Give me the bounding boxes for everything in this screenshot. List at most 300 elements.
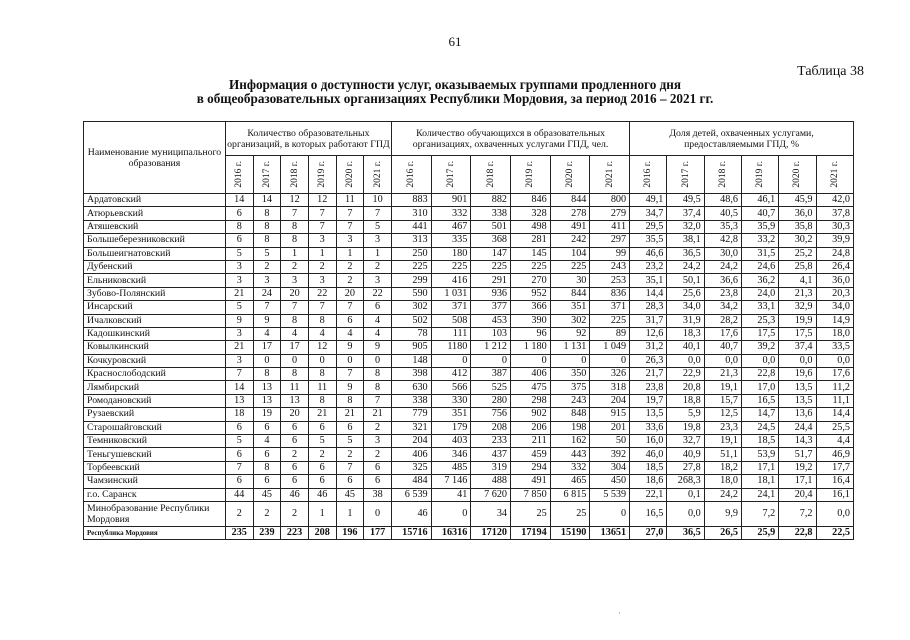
- value-cell: 4,1: [779, 274, 816, 287]
- value-cell: 280: [471, 394, 511, 407]
- value-cell: 844: [550, 194, 590, 207]
- value-cell: 14,4: [630, 287, 667, 300]
- value-cell: 24,4: [779, 421, 816, 434]
- value-cell: 332: [550, 461, 590, 474]
- value-cell: 30,0: [704, 247, 741, 260]
- value-cell: 491: [511, 475, 551, 488]
- year-label: 2017 г.: [261, 161, 272, 188]
- table-row: [84, 234, 854, 247]
- value-cell: 33,2: [741, 234, 778, 247]
- value-cell: 779: [391, 408, 431, 421]
- value-cell: 16,1: [816, 488, 853, 501]
- value-cell: 11: [308, 381, 336, 394]
- value-cell: 12: [281, 194, 309, 207]
- value-cell: 6 815: [550, 488, 590, 501]
- value-cell: 22,9: [667, 368, 704, 381]
- value-cell: 34,0: [667, 301, 704, 314]
- value-cell: 13: [253, 381, 281, 394]
- value-cell: 281: [511, 234, 551, 247]
- value-cell: 882: [471, 194, 511, 207]
- value-cell: 21,3: [779, 287, 816, 300]
- table-row: [84, 475, 854, 488]
- year-label: 2021 г.: [604, 161, 615, 188]
- value-cell: 8: [281, 220, 309, 233]
- value-cell: 2: [281, 501, 309, 526]
- value-cell: 40,7: [741, 207, 778, 220]
- value-cell: 8: [253, 368, 281, 381]
- value-cell: 2: [336, 448, 364, 461]
- municipality-name: Рузаевский: [84, 408, 226, 421]
- value-cell: 1: [281, 247, 309, 260]
- year-label: 2018 г.: [485, 161, 496, 188]
- value-cell: 6: [336, 421, 364, 434]
- municipality-name: Краснослободский: [84, 368, 226, 381]
- value-cell: 5: [225, 301, 253, 314]
- value-cell: 8: [253, 220, 281, 233]
- value-cell: 201: [590, 421, 630, 434]
- value-cell: 5: [364, 220, 392, 233]
- value-cell: 2: [364, 448, 392, 461]
- value-cell: 0,0: [667, 501, 704, 526]
- value-cell: 6: [281, 461, 309, 474]
- value-cell: 902: [511, 408, 551, 421]
- value-cell: 0,0: [816, 354, 853, 367]
- value-cell: 204: [590, 394, 630, 407]
- year-header: [225, 156, 253, 194]
- value-cell: 7: [281, 301, 309, 314]
- value-cell: 8: [281, 234, 309, 247]
- value-cell: 36,5: [667, 526, 704, 539]
- value-cell: 294: [511, 461, 551, 474]
- value-cell: 25,6: [667, 287, 704, 300]
- municipality-name: Торбеевский: [84, 461, 226, 474]
- value-cell: 1 180: [511, 341, 551, 354]
- value-cell: 30: [550, 274, 590, 287]
- value-cell: 6: [253, 475, 281, 488]
- value-cell: 1 131: [550, 341, 590, 354]
- value-cell: 0,0: [779, 354, 816, 367]
- value-cell: 32,9: [779, 301, 816, 314]
- value-cell: 375: [550, 381, 590, 394]
- value-cell: 50,1: [667, 274, 704, 287]
- value-cell: 23,8: [630, 381, 667, 394]
- table-row: [84, 381, 854, 394]
- value-cell: 6: [225, 207, 253, 220]
- year-header: [816, 156, 853, 194]
- value-cell: 21: [364, 408, 392, 421]
- value-cell: 22: [308, 287, 336, 300]
- value-cell: 18,1: [741, 475, 778, 488]
- value-cell: 26,4: [816, 260, 853, 273]
- value-cell: 39,9: [816, 234, 853, 247]
- year-header: [281, 156, 309, 194]
- value-cell: 35,1: [630, 274, 667, 287]
- value-cell: 51,7: [779, 448, 816, 461]
- value-cell: 239: [253, 526, 281, 539]
- value-cell: 1180: [431, 341, 471, 354]
- year-header: [253, 156, 281, 194]
- value-cell: 148: [391, 354, 431, 367]
- value-cell: 7 620: [471, 488, 511, 501]
- table-row: [84, 220, 854, 233]
- value-cell: 5,9: [667, 408, 704, 421]
- year-header: [431, 156, 471, 194]
- year-header: [779, 156, 816, 194]
- value-cell: 6: [225, 234, 253, 247]
- value-cell: 406: [511, 368, 551, 381]
- value-cell: 25: [550, 501, 590, 526]
- table-row: [84, 394, 854, 407]
- value-cell: 18,3: [667, 327, 704, 340]
- municipality-name: Минобразование Республики Мордовия: [84, 501, 226, 526]
- value-cell: 387: [471, 368, 511, 381]
- year-header: [511, 156, 551, 194]
- value-cell: 13: [281, 394, 309, 407]
- year-header: [471, 156, 511, 194]
- value-cell: 22,8: [779, 526, 816, 539]
- value-cell: 6: [225, 421, 253, 434]
- value-cell: 42,0: [816, 194, 853, 207]
- value-cell: 0: [281, 354, 309, 367]
- value-cell: 24,2: [704, 488, 741, 501]
- table-row: [84, 287, 854, 300]
- value-cell: 14: [225, 381, 253, 394]
- value-cell: 22,1: [630, 488, 667, 501]
- value-cell: 7: [336, 368, 364, 381]
- value-cell: 756: [471, 408, 511, 421]
- value-cell: 44: [225, 488, 253, 501]
- value-cell: 9: [225, 314, 253, 327]
- value-cell: 952: [511, 287, 551, 300]
- value-cell: 22,5: [816, 526, 853, 539]
- value-cell: 2: [308, 260, 336, 273]
- value-cell: 12,6: [630, 327, 667, 340]
- value-cell: 3: [336, 234, 364, 247]
- value-cell: 6: [308, 461, 336, 474]
- value-cell: 31,7: [630, 314, 667, 327]
- year-label: 2018 г.: [717, 161, 728, 188]
- value-cell: 8: [253, 461, 281, 474]
- municipality-name: Ичалковский: [84, 314, 226, 327]
- value-cell: 180: [431, 247, 471, 260]
- value-cell: 5: [253, 247, 281, 260]
- year-label: 2020 г.: [565, 161, 576, 188]
- value-cell: 7: [308, 220, 336, 233]
- year-label: 2019 г.: [317, 161, 328, 188]
- value-cell: 836: [590, 287, 630, 300]
- municipality-name: Атюрьевский: [84, 207, 226, 220]
- municipality-name: Ардатовский: [84, 194, 226, 207]
- value-cell: 0,0: [667, 354, 704, 367]
- municipality-name: Дубенский: [84, 260, 226, 273]
- scan-mark: ·: [618, 608, 621, 618]
- value-cell: 35,8: [779, 220, 816, 233]
- value-cell: 6: [336, 314, 364, 327]
- table-body: [84, 194, 854, 540]
- value-cell: 17,0: [741, 381, 778, 394]
- value-cell: 7: [336, 301, 364, 314]
- value-cell: 371: [431, 301, 471, 314]
- value-cell: 2: [253, 260, 281, 273]
- table-row: [84, 368, 854, 381]
- value-cell: 253: [590, 274, 630, 287]
- value-cell: 6: [336, 475, 364, 488]
- value-cell: 48,6: [704, 194, 741, 207]
- value-cell: 42,8: [704, 234, 741, 247]
- data-table: [83, 121, 854, 540]
- value-cell: 7: [225, 461, 253, 474]
- value-cell: 3: [253, 274, 281, 287]
- group-header-organizations: Количество образовательных организаций, в которых работают ГПД: [225, 122, 391, 156]
- value-cell: 4: [281, 327, 309, 340]
- value-cell: 4: [364, 327, 392, 340]
- value-cell: 40,7: [704, 341, 741, 354]
- value-cell: 8: [281, 314, 309, 327]
- value-cell: 24,5: [741, 421, 778, 434]
- value-cell: 36,0: [816, 274, 853, 287]
- value-cell: 1: [336, 247, 364, 260]
- value-cell: 17,5: [741, 327, 778, 340]
- value-cell: 17,1: [779, 475, 816, 488]
- value-cell: 502: [391, 314, 431, 327]
- value-cell: 36,2: [741, 274, 778, 287]
- value-cell: 34,2: [704, 301, 741, 314]
- value-cell: 20,8: [667, 381, 704, 394]
- value-cell: 403: [431, 435, 471, 448]
- table-row: [84, 260, 854, 273]
- value-cell: 14,3: [779, 435, 816, 448]
- value-cell: 27,8: [667, 461, 704, 474]
- value-cell: 3: [225, 327, 253, 340]
- value-cell: 25: [511, 501, 551, 526]
- value-cell: 0,0: [741, 354, 778, 367]
- value-cell: 0,1: [667, 488, 704, 501]
- value-cell: 31,5: [741, 247, 778, 260]
- value-cell: 1: [308, 247, 336, 260]
- table-row: [84, 448, 854, 461]
- value-cell: 3: [364, 435, 392, 448]
- value-cell: 18: [225, 408, 253, 421]
- municipality-name: Большеигнатовский: [84, 247, 226, 260]
- value-cell: 21: [308, 408, 336, 421]
- value-cell: 40,1: [667, 341, 704, 354]
- value-cell: 475: [511, 381, 551, 394]
- value-cell: 18,8: [667, 394, 704, 407]
- value-cell: 19,2: [779, 461, 816, 474]
- value-cell: 326: [590, 368, 630, 381]
- municipality-name: Ельниковский: [84, 274, 226, 287]
- value-cell: 9,9: [704, 501, 741, 526]
- value-cell: 279: [590, 207, 630, 220]
- value-cell: 453: [471, 314, 511, 327]
- value-cell: 8: [253, 207, 281, 220]
- value-cell: 27,0: [630, 526, 667, 539]
- value-cell: 0: [590, 354, 630, 367]
- value-cell: 901: [431, 194, 471, 207]
- value-cell: 1 212: [471, 341, 511, 354]
- value-cell: 49,1: [630, 194, 667, 207]
- value-cell: 6: [281, 435, 309, 448]
- value-cell: 335: [431, 234, 471, 247]
- value-cell: 20: [336, 287, 364, 300]
- value-cell: 9: [336, 381, 364, 394]
- value-cell: 19,7: [630, 394, 667, 407]
- value-cell: 6: [364, 301, 392, 314]
- municipality-name: Большеберезниковский: [84, 234, 226, 247]
- table-row: [84, 247, 854, 260]
- value-cell: 14,4: [816, 408, 853, 421]
- title-line-1: Информация о доступности услуг, оказываемых группами продленного дня: [228, 77, 682, 92]
- year-header: [391, 156, 431, 194]
- value-cell: 5 539: [590, 488, 630, 501]
- value-cell: 46: [281, 488, 309, 501]
- value-cell: 318: [590, 381, 630, 394]
- table-caption: Таблица 38: [797, 64, 864, 79]
- value-cell: 8: [364, 381, 392, 394]
- value-cell: 6: [308, 475, 336, 488]
- value-cell: 0: [253, 354, 281, 367]
- value-cell: 7: [281, 207, 309, 220]
- value-cell: 21: [225, 341, 253, 354]
- value-cell: 3: [281, 274, 309, 287]
- header-group-row: [84, 122, 854, 156]
- value-cell: 8: [364, 368, 392, 381]
- value-cell: 467: [431, 220, 471, 233]
- value-cell: 3: [308, 274, 336, 287]
- value-cell: 14: [253, 194, 281, 207]
- table-row: [84, 301, 854, 314]
- value-cell: 313: [391, 234, 431, 247]
- value-cell: 11: [281, 381, 309, 394]
- value-cell: 50: [590, 435, 630, 448]
- value-cell: 16,5: [630, 501, 667, 526]
- value-cell: 297: [590, 234, 630, 247]
- value-cell: 883: [391, 194, 431, 207]
- value-cell: 488: [471, 475, 511, 488]
- group-header-students: Количество обучающихся в образовательных организациях, охваченных услугами ГПД, чел.: [391, 122, 629, 156]
- value-cell: 198: [550, 421, 590, 434]
- municipality-name: Кадошкинский: [84, 327, 226, 340]
- value-cell: 46,9: [816, 448, 853, 461]
- value-cell: 0,0: [816, 501, 853, 526]
- value-cell: 270: [511, 274, 551, 287]
- value-cell: 225: [550, 260, 590, 273]
- value-cell: 46,6: [630, 247, 667, 260]
- value-cell: 17: [281, 341, 309, 354]
- value-cell: 45: [253, 488, 281, 501]
- value-cell: 6: [225, 475, 253, 488]
- table-row: [84, 488, 854, 501]
- value-cell: 21,3: [704, 368, 741, 381]
- year-label: 2016 г.: [234, 161, 245, 188]
- value-cell: 491: [550, 220, 590, 233]
- value-cell: 32,7: [667, 435, 704, 448]
- value-cell: 325: [391, 461, 431, 474]
- value-cell: 6: [253, 421, 281, 434]
- value-cell: 1 031: [431, 287, 471, 300]
- value-cell: 5: [336, 435, 364, 448]
- value-cell: 0: [336, 354, 364, 367]
- value-cell: 2: [364, 260, 392, 273]
- value-cell: 304: [590, 461, 630, 474]
- value-cell: 4: [336, 327, 364, 340]
- value-cell: 30,2: [779, 234, 816, 247]
- value-cell: 390: [511, 314, 551, 327]
- value-cell: 4,4: [816, 435, 853, 448]
- value-cell: 36,5: [667, 247, 704, 260]
- value-cell: 328: [511, 207, 551, 220]
- value-cell: 30,3: [816, 220, 853, 233]
- value-cell: 179: [431, 421, 471, 434]
- value-cell: 233: [471, 435, 511, 448]
- year-label: 2018 г.: [289, 161, 300, 188]
- value-cell: 6: [281, 475, 309, 488]
- table-row: [84, 501, 854, 526]
- value-cell: 13: [225, 394, 253, 407]
- value-cell: 89: [590, 327, 630, 340]
- value-cell: 508: [431, 314, 471, 327]
- value-cell: 11,1: [816, 394, 853, 407]
- value-cell: 1 049: [590, 341, 630, 354]
- value-cell: 0: [431, 354, 471, 367]
- municipality-name: Чамзинский: [84, 475, 226, 488]
- value-cell: 8: [225, 220, 253, 233]
- value-cell: 302: [550, 314, 590, 327]
- value-cell: 208: [471, 421, 511, 434]
- value-cell: 225: [511, 260, 551, 273]
- value-cell: 18,6: [630, 475, 667, 488]
- value-cell: 13: [253, 394, 281, 407]
- value-cell: 22,8: [741, 368, 778, 381]
- value-cell: 20,4: [779, 488, 816, 501]
- value-cell: 26,5: [704, 526, 741, 539]
- value-cell: 16,5: [741, 394, 778, 407]
- value-cell: 5: [225, 247, 253, 260]
- value-cell: 33,5: [816, 341, 853, 354]
- value-cell: 7: [308, 207, 336, 220]
- value-cell: 36,6: [704, 274, 741, 287]
- value-cell: 12: [308, 194, 336, 207]
- value-cell: 92: [550, 327, 590, 340]
- value-cell: 17: [253, 341, 281, 354]
- value-cell: 34,0: [816, 301, 853, 314]
- value-cell: 844: [550, 287, 590, 300]
- value-cell: 14,9: [816, 314, 853, 327]
- total-row: [84, 526, 854, 539]
- value-cell: 9: [364, 341, 392, 354]
- value-cell: 630: [391, 381, 431, 394]
- value-cell: 351: [431, 408, 471, 421]
- value-cell: 223: [281, 526, 309, 539]
- value-cell: 21: [225, 287, 253, 300]
- year-header: [550, 156, 590, 194]
- value-cell: 17,5: [779, 327, 816, 340]
- value-cell: 250: [391, 247, 431, 260]
- value-cell: 9: [336, 341, 364, 354]
- municipality-name: Инсарский: [84, 301, 226, 314]
- value-cell: 7,2: [741, 501, 778, 526]
- value-cell: 18,0: [816, 327, 853, 340]
- value-cell: 291: [471, 274, 511, 287]
- value-cell: 162: [550, 435, 590, 448]
- value-cell: 2: [253, 501, 281, 526]
- value-cell: 298: [511, 394, 551, 407]
- value-cell: 0: [511, 354, 551, 367]
- value-cell: 38: [364, 488, 392, 501]
- value-cell: 371: [590, 301, 630, 314]
- value-cell: 16316: [431, 526, 471, 539]
- value-cell: 18,0: [704, 475, 741, 488]
